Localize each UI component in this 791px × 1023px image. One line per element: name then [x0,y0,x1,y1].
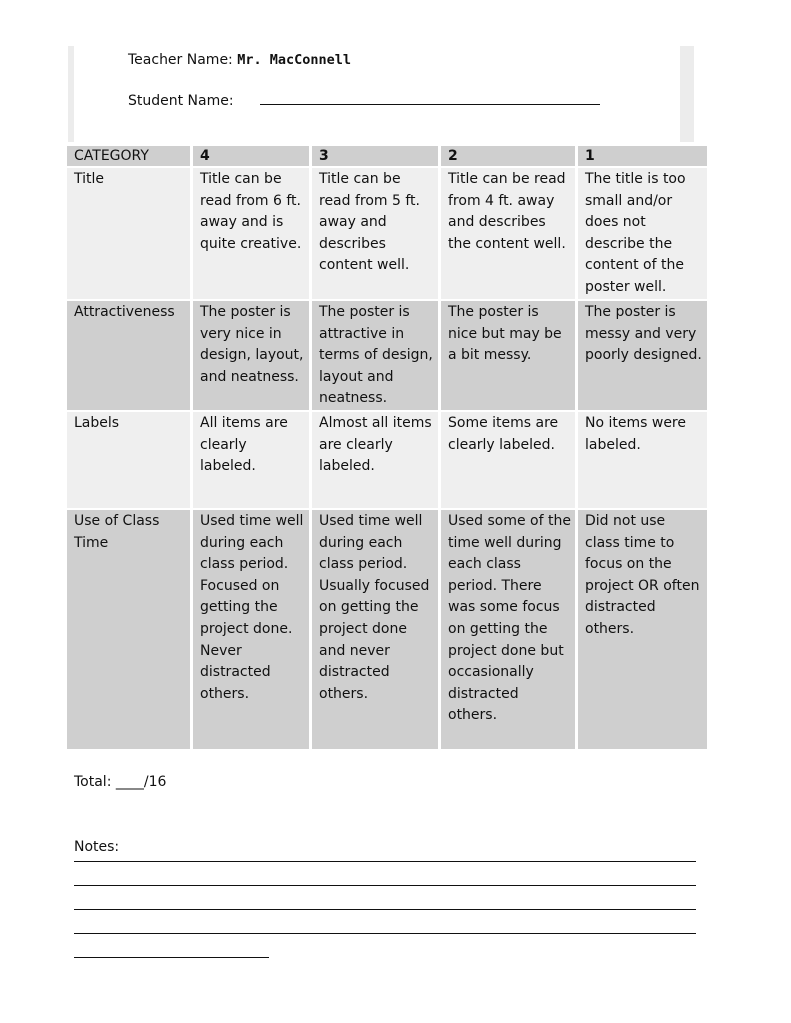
rubric-cell: The poster is nice but may be a bit messy. [441,301,575,410]
notes-line[interactable] [74,957,269,958]
student-name-blank[interactable] [260,104,600,105]
rubric-cell: Title can be read from 6 ft. away and is quite creative. [193,168,309,299]
rubric-cell: All items are clearly labeled. [193,412,309,508]
rubric-table [64,144,710,751]
teacher-name-label: Teacher Name: [128,52,233,68]
student-name-label: Student Name: [128,93,234,109]
total-score: Total: ____/16 [74,774,167,790]
table-row-title [67,168,707,299]
column-header-2: 2 [441,146,575,166]
rubric-cell: The poster is messy and very poorly designed. [578,301,707,410]
rubric-cell: Used some of the time well during each class period. There was some focus on getting the project done but occasionally distracted others. [441,510,575,749]
column-header-1: 1 [578,146,707,166]
rubric-cell: Some items are clearly labeled. [441,412,575,508]
rubric-cell: Used time well during each class period. Usually focused on getting the project done and never distracted others. [312,510,438,749]
rubric-cell: No items were labeled. [578,412,707,508]
header-box [68,46,694,142]
rubric-cell: Did not use class time to focus on the project OR often distracted others. [578,510,707,749]
column-header-3: 3 [312,146,438,166]
notes-line[interactable] [74,933,696,934]
rubric-cell: Title can be read from 5 ft. away and describes content well. [312,168,438,299]
rubric-cell: Almost all items are clearly labeled. [312,412,438,508]
table-row-use-of-class-time [67,510,707,749]
notes-line[interactable] [74,861,696,862]
teacher-name-value: Mr. MacConnell [237,52,352,68]
table-header-row [67,146,707,166]
notes-label: Notes: [74,839,120,855]
rubric-cell: Used time well during each class period. Focused on getting the project done. Never distracted others. [193,510,309,749]
category-cell: Use of Class Time [67,510,190,749]
teacher-name-line [128,52,351,68]
rubric-cell: The title is too small and/or does not describe the content of the poster well. [578,168,707,299]
category-cell: Attractiveness [67,301,190,410]
column-header-4: 4 [193,146,309,166]
rubric-cell: The poster is very nice in design, layout, and neatness. [193,301,309,410]
rubric-cell: Title can be read from 4 ft. away and describes the content well. [441,168,575,299]
category-cell: Labels [67,412,190,508]
category-cell: Title [67,168,190,299]
table-row-labels [67,412,707,508]
notes-line[interactable] [74,909,696,910]
rubric-cell: The poster is attractive in terms of design, layout and neatness. [312,301,438,410]
notes-line[interactable] [74,885,696,886]
table-row-attractiveness [67,301,707,410]
column-header-category: CATEGORY [67,146,190,166]
